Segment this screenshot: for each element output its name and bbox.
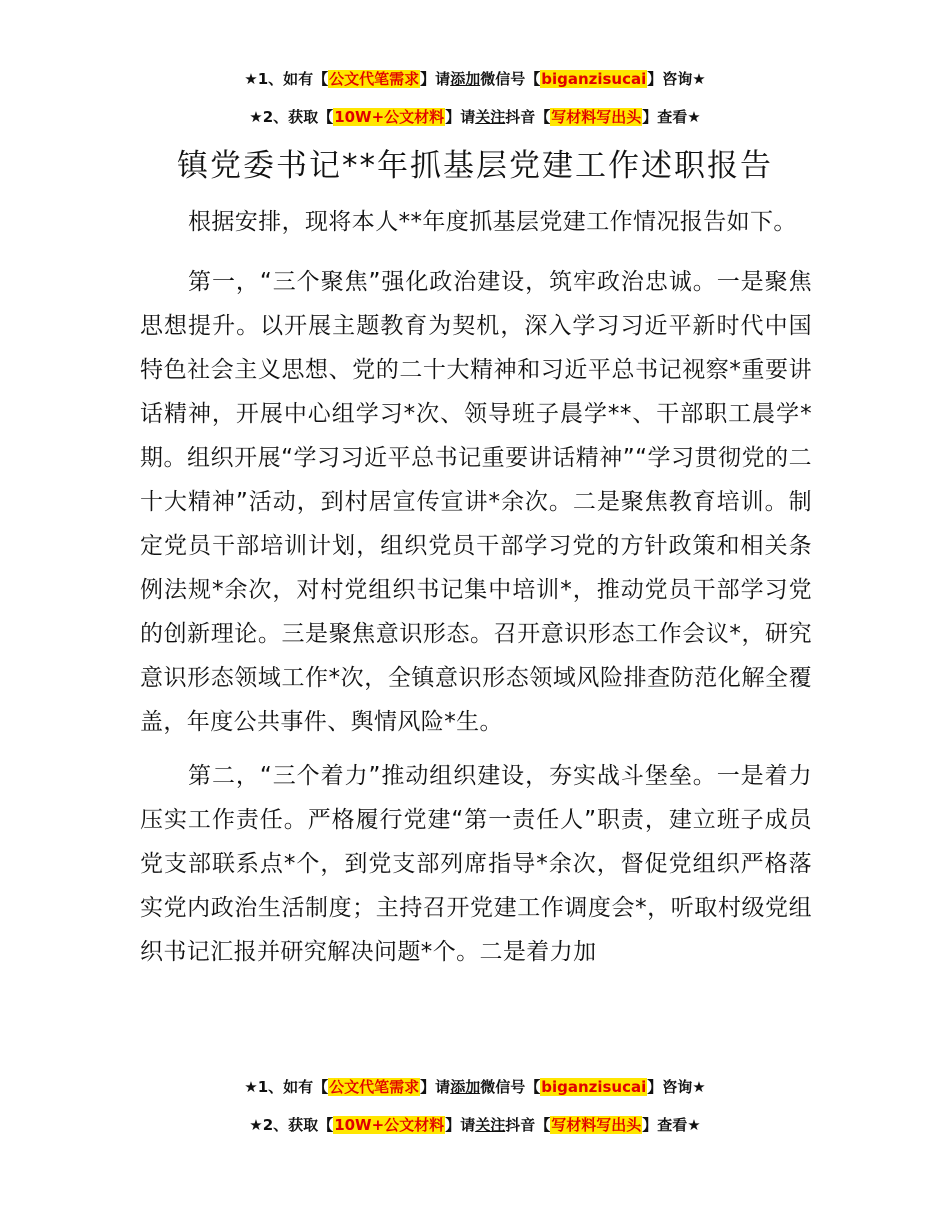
promo-highlight: biganzisucai [541,70,647,88]
promo-text: ★2、获取【 [249,108,334,126]
promo-banner-top-2 [0,106,950,128]
document-body [140,200,812,984]
promo-emphasis: 关注 [475,1116,506,1134]
promo-highlight: 写材料写出头 [551,108,642,126]
promo-highlight: 10W+公文材料 [334,1116,445,1134]
promo-banner-top-1 [0,68,950,90]
promo-banner-bottom-1 [0,1076,950,1098]
promo-highlight: biganzisucai [541,1078,647,1096]
promo-highlight: 写材料写出头 [551,1116,642,1134]
promo-text: 抖音【 [505,108,551,126]
promo-text: 】请 [445,108,476,126]
promo-text: 】查看★ [642,1116,701,1134]
promo-text: 抖音【 [505,1116,551,1134]
promo-emphasis: 添加 [450,1078,481,1096]
promo-text: 】咨询★ [647,70,706,88]
promo-emphasis: 添加 [450,70,481,88]
paragraph-section-1: 第一，“三个聚焦”强化政治建设，筑牢政治忠诚。一是聚焦思想提升。以开展主题教育为契机，深入学习习近平新时代中国特色社会主义思想、党的二十大精神和习近平总书记视察*重要讲话精神，开展中心组学习*次、领导班子晨学**、干部职工晨学*期。组织开展“学习习近平总书记重要讲话精神”“学习贯彻党的二十大精神”活动，到村居宣传宣讲*余次。二是聚焦教育培训。制定党员干部培训计划，组织党员干部学习党的方针政策和相关条例法规*余次，对村党组织书记集中培训*，推动党员干部学习党的创新理论。三是聚焦意识形态。召开意识形态工作会议*，研究意识形态领域工作*次，全镇意识形态领域风险排查防范化解全覆盖，年度公共事件、舆情风险*生。 [140,269,812,735]
promo-highlight: 10W+公文材料 [334,108,445,126]
promo-text: 微信号【 [480,1078,541,1096]
promo-text: 微信号【 [480,70,541,88]
paragraph-section-2: 第二，“三个着力”推动组织建设，夯实战斗堡垒。一是着力压实工作责任。严格履行党建“第一责任人”职责，建立班子成员党支部联系点*个，到党支部列席指导*余次，督促党组织严格落实党内政治生活制度；主持召开党建工作调度会*，听取村级党组织书记汇报并研究解决问题*个。二是着力加 [140,763,812,965]
promo-highlight: 公文代笔需求 [329,70,420,88]
promo-text: ★1、如有【 [244,1078,329,1096]
paragraph-intro: 根据安排，现将本人**年度抓基层党建工作情况报告如下。 [188,209,797,235]
promo-highlight: 公文代笔需求 [329,1078,420,1096]
promo-text: 】请 [420,1078,451,1096]
promo-text: 】请 [420,70,451,88]
promo-banner-bottom-2 [0,1114,950,1136]
promo-text: 】咨询★ [647,1078,706,1096]
promo-text: ★2、获取【 [249,1116,334,1134]
promo-emphasis: 关注 [475,108,506,126]
promo-text: 】查看★ [642,108,701,126]
promo-text: 】请 [445,1116,476,1134]
promo-text: ★1、如有【 [244,70,329,88]
document-title: 镇党委书记**年抓基层党建工作述职报告 [177,148,773,184]
